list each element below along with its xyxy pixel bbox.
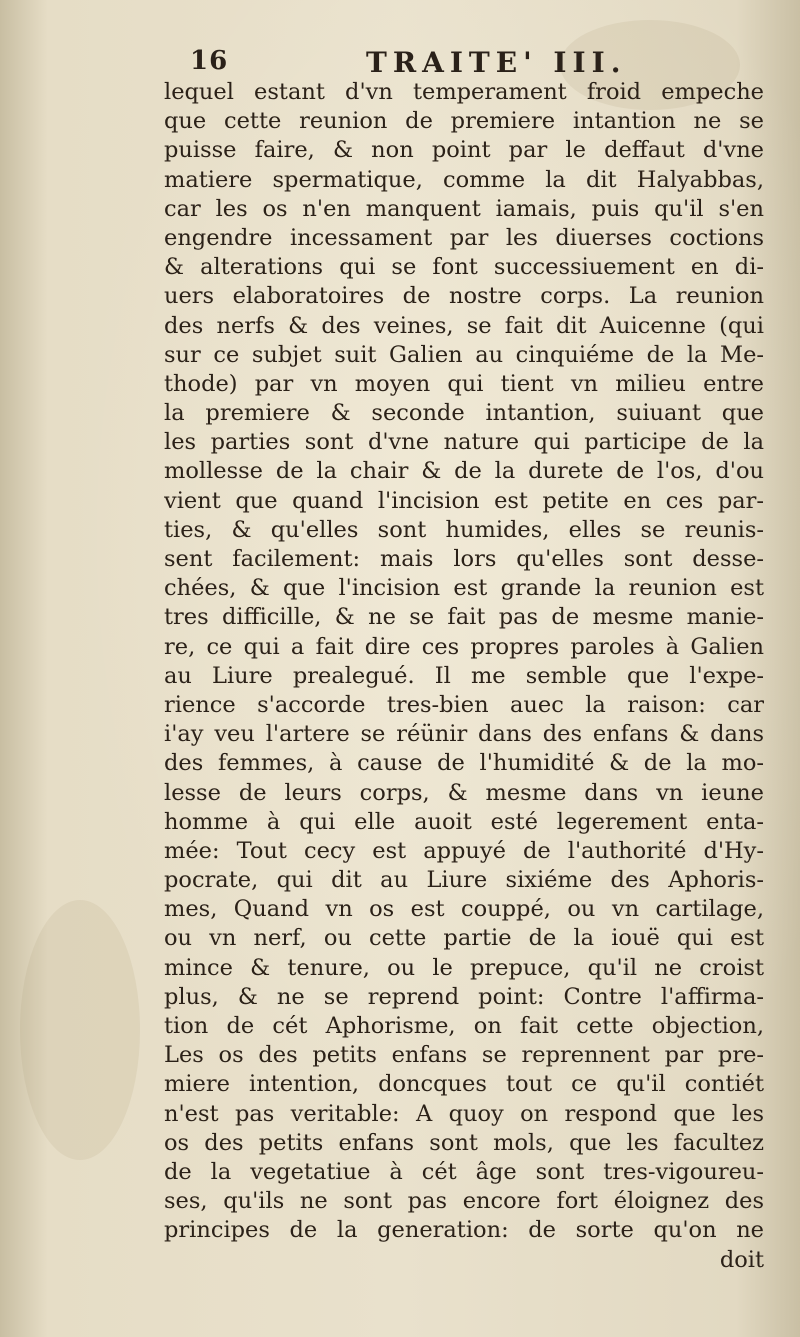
text-line: miere intention, doncques tout ce qu'il contiét — [164, 1071, 764, 1098]
text-line: rience s'accorde tres-bien auec la raison: car — [164, 691, 764, 718]
page-number: 16 — [190, 46, 229, 76]
text-line: ou vn nerf, ou cette partie de la iouë qui est — [164, 925, 764, 952]
text-line: les parties sont d'vne nature qui participe de la — [164, 429, 764, 456]
text-line: principes de la generation: de sorte qu'on ne — [164, 1217, 764, 1244]
text-line: doit — [719, 1246, 764, 1273]
text-line: des femmes, à cause de l'humidité & de la mo- — [164, 750, 764, 777]
text-line: mince & tenure, ou le prepuce, qu'il ne croist — [164, 954, 764, 981]
text-line: plus, & ne se reprend point: Contre l'affirma- — [164, 983, 764, 1010]
body-text — [164, 78, 764, 1275]
text-line: tres difficille, & ne se fait pas de mesme manie- — [164, 604, 764, 631]
text-line: sent facilement: mais lors qu'elles sont desse- — [164, 546, 764, 572]
text-line: sur ce subjet suit Galien au cinquiéme de la Me- — [164, 341, 764, 368]
text-line: & alterations qui se font successiuement en di- — [164, 254, 764, 281]
text-line: Les os des petits enfans se reprennent par pre- — [164, 1042, 764, 1069]
text-line: i'ay veu l'artere se réünir dans des enfans & dans — [164, 721, 764, 748]
text-line: uers elaboratoires de nostre corps. La reunion — [164, 283, 764, 310]
text-line: re, ce qui a fait dire ces propres paroles à Galien — [164, 633, 764, 660]
text-line: lesse de leurs corps, & mesme dans vn ieune — [164, 779, 764, 806]
text-line: mes, Quand vn os est couppé, ou vn cartilage, — [164, 896, 764, 923]
text-line: mée: Tout cecy est appuyé de l'authorité d'Hy- — [164, 837, 764, 864]
text-line: n'est pas veritable: A quoy on respond que les — [164, 1100, 764, 1127]
text-line: des nerfs & des veines, se fait dit Auicenne (qui — [164, 312, 764, 339]
text-line: homme à qui elle auoit esté legerement enta- — [164, 808, 764, 835]
paper-stain — [20, 900, 140, 1160]
text-line: os des petits enfans sont mols, que les facultez — [164, 1129, 764, 1156]
text-line: ses, qu'ils ne sont pas encore fort éloignez des — [164, 1188, 764, 1215]
text-line: engendre incessament par les diuerses coctions — [164, 224, 764, 251]
text-line: que cette reunion de premiere intantion ne se — [164, 108, 764, 135]
text-line: matiere spermatique, comme la dit Halyabbas, — [164, 166, 764, 193]
text-line: la premiere & seconde intantion, suiuant que — [164, 400, 764, 427]
text-line: ties, & qu'elles sont humides, elles se reunis- — [164, 516, 764, 543]
text-line: de la vegetatiue à cét âge sont tres-vigoureu- — [164, 1158, 764, 1185]
text-line: au Liure prealegué. Il me semble que l'expe- — [164, 662, 764, 689]
text-line: pocrate, qui dit au Liure sixiéme des Aphoris- — [164, 867, 764, 894]
text-line: tion de cét Aphorisme, on fait cette objection, — [164, 1013, 764, 1039]
text-line: thode) par vn moyen qui tient vn milieu entre — [164, 370, 764, 397]
text-line: vient que quand l'incision est petite en ces par- — [164, 487, 764, 514]
text-line: mollesse de la chair & de la durete de l'os, d'ou — [164, 458, 764, 485]
text-line: car les os n'en manquent iamais, puis qu'il s'en — [164, 195, 764, 222]
text-line: lequel estant d'vn temperament froid empeche — [164, 79, 764, 105]
text-line: puisse faire, & non point par le deffaut d'vne — [164, 137, 764, 164]
text-line: chées, & que l'incision est grande la reunion est — [164, 575, 764, 602]
running-title: TRAITE' III. — [366, 46, 627, 79]
